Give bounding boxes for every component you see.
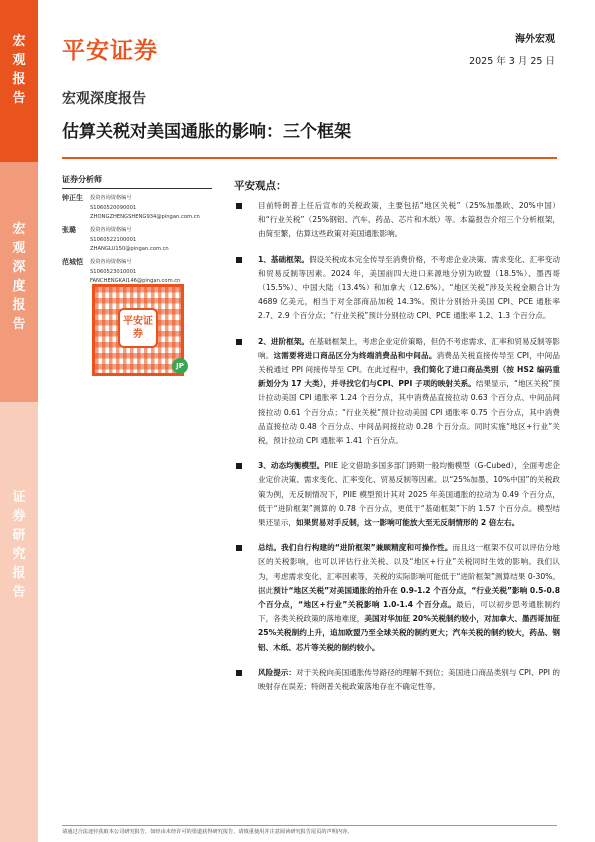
bullet-paragraph [234,335,560,449]
bullet-bold-text: 我们简化了进口商品类别（按 HS2 编码重新划分为 17 大类），并寻找它们与CPI、PPI 子项的映射关系。 [258,365,560,389]
bullet-paragraph [234,253,560,324]
side-label-macro-report: 宏观报告 [0,0,38,162]
bullet-square-icon [236,463,242,469]
bullet-text: 而且这一框架不仅可以评估分地区的关税影响，也可以评估行业关税、以及“地区+行业”关税同时生效的影响。我们认为，考虑需求变化、汇率因素等，关税的实际影响可能低于“进阶框架”测算结果 0-30%。据此 [258,543,560,595]
side-label-securities-research: 证券研究报告 [0,402,38,842]
side-label-deep-report: 宏观深度报告 [0,162,38,402]
bullet-square-icon [236,670,242,676]
analysts-heading: 证券分析师 [62,174,212,189]
header-divider [62,157,557,159]
bullet-bold-text: 2、进阶框架。 [258,336,309,346]
bullet-square-icon [236,203,242,209]
analyst-email[interactable]: ZHANGLU150@pingan.com.cn [90,246,169,253]
analyst-qual-number: S1060520090001 [90,204,137,211]
bullet-bold-text: 1、基础框架。 [258,254,309,264]
bullet-bold-text: 这需要将进口商品区分为终端消费品和中间品。 [273,350,437,360]
bullet-paragraph [234,666,560,694]
bullet-text: 目前特朗普上任后宣布的关税政策，主要包括“地区关税”（25%加墨欧、20%中国）和“行业关税”（25%钢铝、汽车、药品、芯片和木纸）等。本篇报告介绍三个分析框架，由简至繁，估算这些政策对美国通胀影响。 [258,201,560,239]
bullet-square-icon [236,339,242,345]
analyst-qual-number: S1060523010001 [90,268,137,275]
bullet-text: 假设关税成本完全传导至消费价格，不考虑企业决策、需求变化、汇率变动和贸易反制等因素。2024 年，美国前四大进口来源地分别为欧盟（18.5%）、墨西哥（15.5%）、中国大陆（13.4%）和加拿大（12.6%）。“地区关税”涉及关税金额合计为 4689 亿美元，相当于对全部商品加税 14.3%。预计分别抬升美国 CPI、PCE 通胀率 2.7、2.9 个百分点；“行业关税”预计分别拉动 CPI、PCE 通胀率 1.2、1.3 个百分点。 [258,254,560,321]
bullet-bold-text: 3、动态均衡模型。 [258,461,325,471]
bullet-bold-text: 如果贸易对手反制，这一影响可能放大至无反制情形的 2 倍左右。 [295,518,520,528]
analyst-email[interactable]: FANCHENGKAI146@pingan.com.cn [90,278,181,285]
company-logo: 平安证券 [62,38,158,64]
bullet-text: PIIE 论文借助多国多部门跨期一般均衡模型（G-Cubed），全面考虑企业定价决策、需求变化、汇率变化、贸易反制等因素。以“25%加墨、10%中国”的关税政策为例，无反制情况下，PIIE 模型预计其对 2025 年美国通胀的拉动为 0.49 个百分点，低于“进阶框架”测算的 0.78 个百分点，更低于“基础框架”下的 1.57 个百分点。模型结果还显示， [258,461,560,528]
side-band [0,0,38,842]
report-category: 海外宏观 [515,34,555,45]
bullet-bold-text: 风险提示： [258,667,297,677]
bullet-text: 最后，可以初步思考通胀制约下，各类关税政策的落地难度， [258,600,560,624]
analyst-qual-number: S1060522100001 [90,236,137,243]
report-date: 2025 年 3 月 25 日 [469,56,555,67]
disclaimer: 请通过合法途径获取本公司研究报告，如经由未经许可的渠道获得研究报告，请慎重使用并注意阅读研究报告尾页的声明内容。 [62,829,353,835]
analyst-qual-label: 投资咨询资格编号 [90,259,132,265]
qr-badge-icon: JP [172,358,188,374]
bullet-paragraph [234,459,560,530]
page-title: 估算关税对美国通胀的影响：三个框架 [62,122,351,142]
footer-divider [62,825,557,826]
bullet-text: 在基础框架上，考虑企业定价策略，但仍不考虑需求、汇率和贸易反制等影响。 [258,336,560,360]
analyst-qual-label: 投资咨询资格编号 [90,195,132,201]
bullet-paragraph [234,199,560,242]
bullet-bold-text: 预计“地区关税”对美国通胀的抬升在 0.9-1.2 个百分点，“行业关税”影响 0.5-0.8 个百分点，“地区+行业”关税影响 1.0-1.4 个百分点。 [258,585,560,610]
qr-code[interactable] [92,284,184,376]
bullet-text: 消费品关税直接传导至 CPI，中间品关税通过 PPI 间接传导至 CPI。在此过程中， [258,350,560,375]
bullet-square-icon [236,545,242,551]
bullet-text: 对于关税向美国通胀传导路径的理解不到位；美国进口商品类别与 CPI、PPI 的映射存在误差；特朗普关税政策落地存在不确定性等。 [258,667,561,692]
bullet-paragraph [234,541,560,655]
analyst-qual-label: 投资咨询资格编号 [90,227,132,233]
analyst-name: 钟正生 [62,194,83,202]
qr-center-logo: 平安证券 [118,308,158,348]
bullet-bold-text: 总结。我们自行构建的“进阶框架”兼顾精度和可操作性。 [258,543,453,553]
bullet-text: 结果显示，“地区关税”预计拉动美国 CPI 通胀率 1.24 个百分点，其中消费品直接拉动 0.63 个百分点、中间品间接拉动 0.61 个百分点；“行业关税”预计拉动美国 CPI 通胀率 0.75 个百分点，其中消费品直接拉动 0.48 个百分点、中间品间接拉动 0.28 个百分点。同时实施“地区+行业”关税，预计拉动 CPI 通胀率 1.41 个百分点。 [258,379,560,446]
view-heading: 平安观点： [234,180,287,192]
bullet-list [234,199,560,705]
analyst-name: 范城恺 [62,258,83,266]
bullet-bold-text: 美国对华加征 20%关税制约较小，对加拿大、墨西哥加征 25%关税制约上升，追加欧盟乃至全球关税的制约更大；汽车关税的制约较大，药品、钢铝、木纸、芯片等关税的制约较小。 [258,614,560,652]
report-type: 宏观深度报告 [62,91,146,107]
analyst-email[interactable]: ZHONGZHENGSHENG934@pingan.com.cn [90,214,200,221]
analyst-name: 张璐 [62,226,76,234]
bullet-square-icon [236,257,242,263]
